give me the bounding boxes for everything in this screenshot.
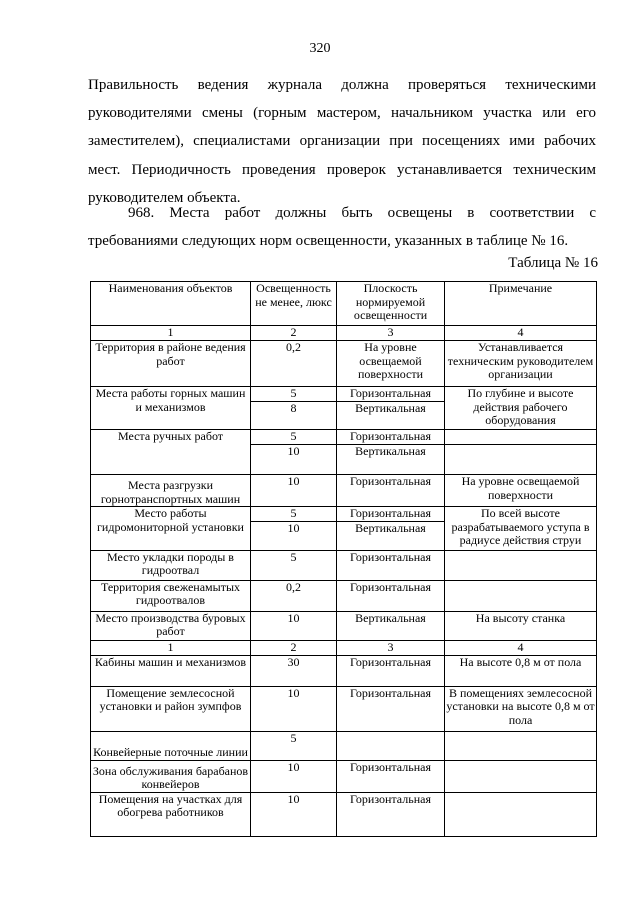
text-line: руководителями смены (горным мастером, начальником участка или его bbox=[88, 105, 596, 122]
note bbox=[445, 760, 597, 792]
text-line: 968. Места работ должны быть освещены в соответствии с bbox=[128, 205, 596, 221]
table-row bbox=[91, 655, 597, 686]
paragraph-968 bbox=[88, 199, 596, 255]
column-numbers-row bbox=[91, 326, 597, 341]
column-header: Наименования объектов bbox=[91, 282, 251, 326]
object-name: Помещения на участках для обогрева работников bbox=[91, 792, 251, 836]
object-name: Территория в районе ведения работ bbox=[91, 341, 251, 387]
illumination-plane: Горизонтальная bbox=[337, 686, 445, 731]
illumination-plane: Вертикальная bbox=[337, 402, 445, 430]
table-row bbox=[91, 760, 597, 792]
table-row bbox=[91, 611, 597, 640]
column-number: 4 bbox=[445, 326, 597, 341]
illumination-value: 8 bbox=[251, 402, 337, 430]
object-name: Место производства буровых работ bbox=[91, 611, 251, 640]
note bbox=[445, 580, 597, 611]
illumination-value: 10 bbox=[251, 611, 337, 640]
note bbox=[445, 731, 597, 760]
illumination-value: 10 bbox=[251, 792, 337, 836]
object-name: Кабины машин и механизмов bbox=[91, 655, 251, 686]
object-name: Места разгрузки горнотранспортных машин bbox=[91, 475, 251, 507]
illumination-plane: Горизонтальная bbox=[337, 655, 445, 686]
illumination-value: 10 bbox=[251, 445, 337, 475]
illumination-plane: На уровне освещаемой поверхности bbox=[337, 341, 445, 387]
table-row bbox=[91, 686, 597, 731]
illumination-plane: Горизонтальная bbox=[337, 430, 445, 445]
table-row bbox=[91, 550, 597, 580]
illumination-value: 10 bbox=[251, 521, 337, 550]
table-row bbox=[91, 792, 597, 836]
illumination-value: 5 bbox=[251, 507, 337, 522]
illumination-plane: Горизонтальная bbox=[337, 550, 445, 580]
column-number: 1 bbox=[91, 326, 251, 341]
object-name: Территория свеженамытых гидроотвалов bbox=[91, 580, 251, 611]
illumination-value: 0,2 bbox=[251, 580, 337, 611]
column-number: 3 bbox=[337, 640, 445, 655]
column-number: 2 bbox=[251, 326, 337, 341]
note bbox=[445, 792, 597, 836]
page-number: 320 bbox=[309, 41, 331, 56]
text-line: заместителем), специалистами организации при посещениях ими рабочих bbox=[88, 133, 596, 150]
illumination-plane bbox=[337, 731, 445, 760]
table-row bbox=[91, 507, 597, 522]
column-header: Плоскость нормируемой освещенности bbox=[337, 282, 445, 326]
illumination-plane: Горизонтальная bbox=[337, 760, 445, 792]
column-number: 2 bbox=[251, 640, 337, 655]
note bbox=[445, 445, 597, 475]
illumination-value: 30 bbox=[251, 655, 337, 686]
object-name: Места ручных работ bbox=[91, 430, 251, 475]
object-name: Зона обслуживания барабанов конвейеров bbox=[91, 760, 251, 792]
illumination-plane: Горизонтальная bbox=[337, 507, 445, 522]
table-row bbox=[91, 387, 597, 402]
note: В помещениях землесосной установки на высоте 0,8 м от пола bbox=[445, 686, 597, 731]
table-header-row bbox=[91, 282, 597, 326]
illumination-value: 10 bbox=[251, 475, 337, 507]
illumination-value: 5 bbox=[251, 731, 337, 760]
column-number: 3 bbox=[337, 326, 445, 341]
note: По глубине и высоте действия рабочего оборудования bbox=[445, 387, 597, 430]
note bbox=[445, 550, 597, 580]
column-number: 1 bbox=[91, 640, 251, 655]
illumination-plane: Вертикальная bbox=[337, 445, 445, 475]
illumination-plane: Горизонтальная bbox=[337, 580, 445, 611]
text-line: требованиями следующих норм освещенности, указанных в таблице № 16. bbox=[88, 233, 569, 250]
column-header: Освещенность не менее, люкс bbox=[251, 282, 337, 326]
text-line: руководителем объекта. bbox=[88, 189, 241, 206]
illumination-value: 10 bbox=[251, 760, 337, 792]
object-name: Место работы гидромониторной установки bbox=[91, 507, 251, 551]
text-line: мест. Периодичность проведения проверок устанавливается техническим bbox=[88, 161, 596, 178]
note: На высоту станка bbox=[445, 611, 597, 640]
object-name: Места работы горных машин и механизмов bbox=[91, 387, 251, 430]
object-name: Помещение землесосной установки и район зумпфов bbox=[91, 686, 251, 731]
text-line: Правильность ведения журнала должна проверяться техническими bbox=[88, 77, 596, 93]
illumination-value: 10 bbox=[251, 686, 337, 731]
table-row bbox=[91, 731, 597, 760]
illumination-plane: Горизонтальная bbox=[337, 475, 445, 507]
table-row bbox=[91, 475, 597, 507]
illumination-plane: Горизонтальная bbox=[337, 387, 445, 402]
column-header: Примечание bbox=[445, 282, 597, 326]
table-row bbox=[91, 341, 597, 387]
object-name: Место укладки породы в гидроотвал bbox=[91, 550, 251, 580]
column-number: 4 bbox=[445, 640, 597, 655]
note: На высоте 0,8 м от пола bbox=[445, 655, 597, 686]
illumination-norms-table bbox=[90, 281, 597, 837]
illumination-value: 5 bbox=[251, 550, 337, 580]
note: На уровне освещаемой поверхности bbox=[445, 475, 597, 507]
note bbox=[445, 430, 597, 445]
illumination-value: 5 bbox=[251, 430, 337, 445]
illumination-value: 0,2 bbox=[251, 341, 337, 387]
column-numbers-row bbox=[91, 640, 597, 655]
table-caption: Таблица № 16 bbox=[508, 255, 598, 271]
table-row bbox=[91, 430, 597, 445]
note: Устанавливается техническим руководителем организации bbox=[445, 341, 597, 387]
object-name: Конвейерные поточные линии bbox=[91, 731, 251, 760]
note: По всей высоте разрабатываемого уступа в радиусе действия струи bbox=[445, 507, 597, 551]
table-row bbox=[91, 580, 597, 611]
paragraph-journal-check bbox=[88, 71, 596, 212]
illumination-plane: Горизонтальная bbox=[337, 792, 445, 836]
illumination-plane: Вертикальная bbox=[337, 521, 445, 550]
illumination-plane: Вертикальная bbox=[337, 611, 445, 640]
illumination-value: 5 bbox=[251, 387, 337, 402]
